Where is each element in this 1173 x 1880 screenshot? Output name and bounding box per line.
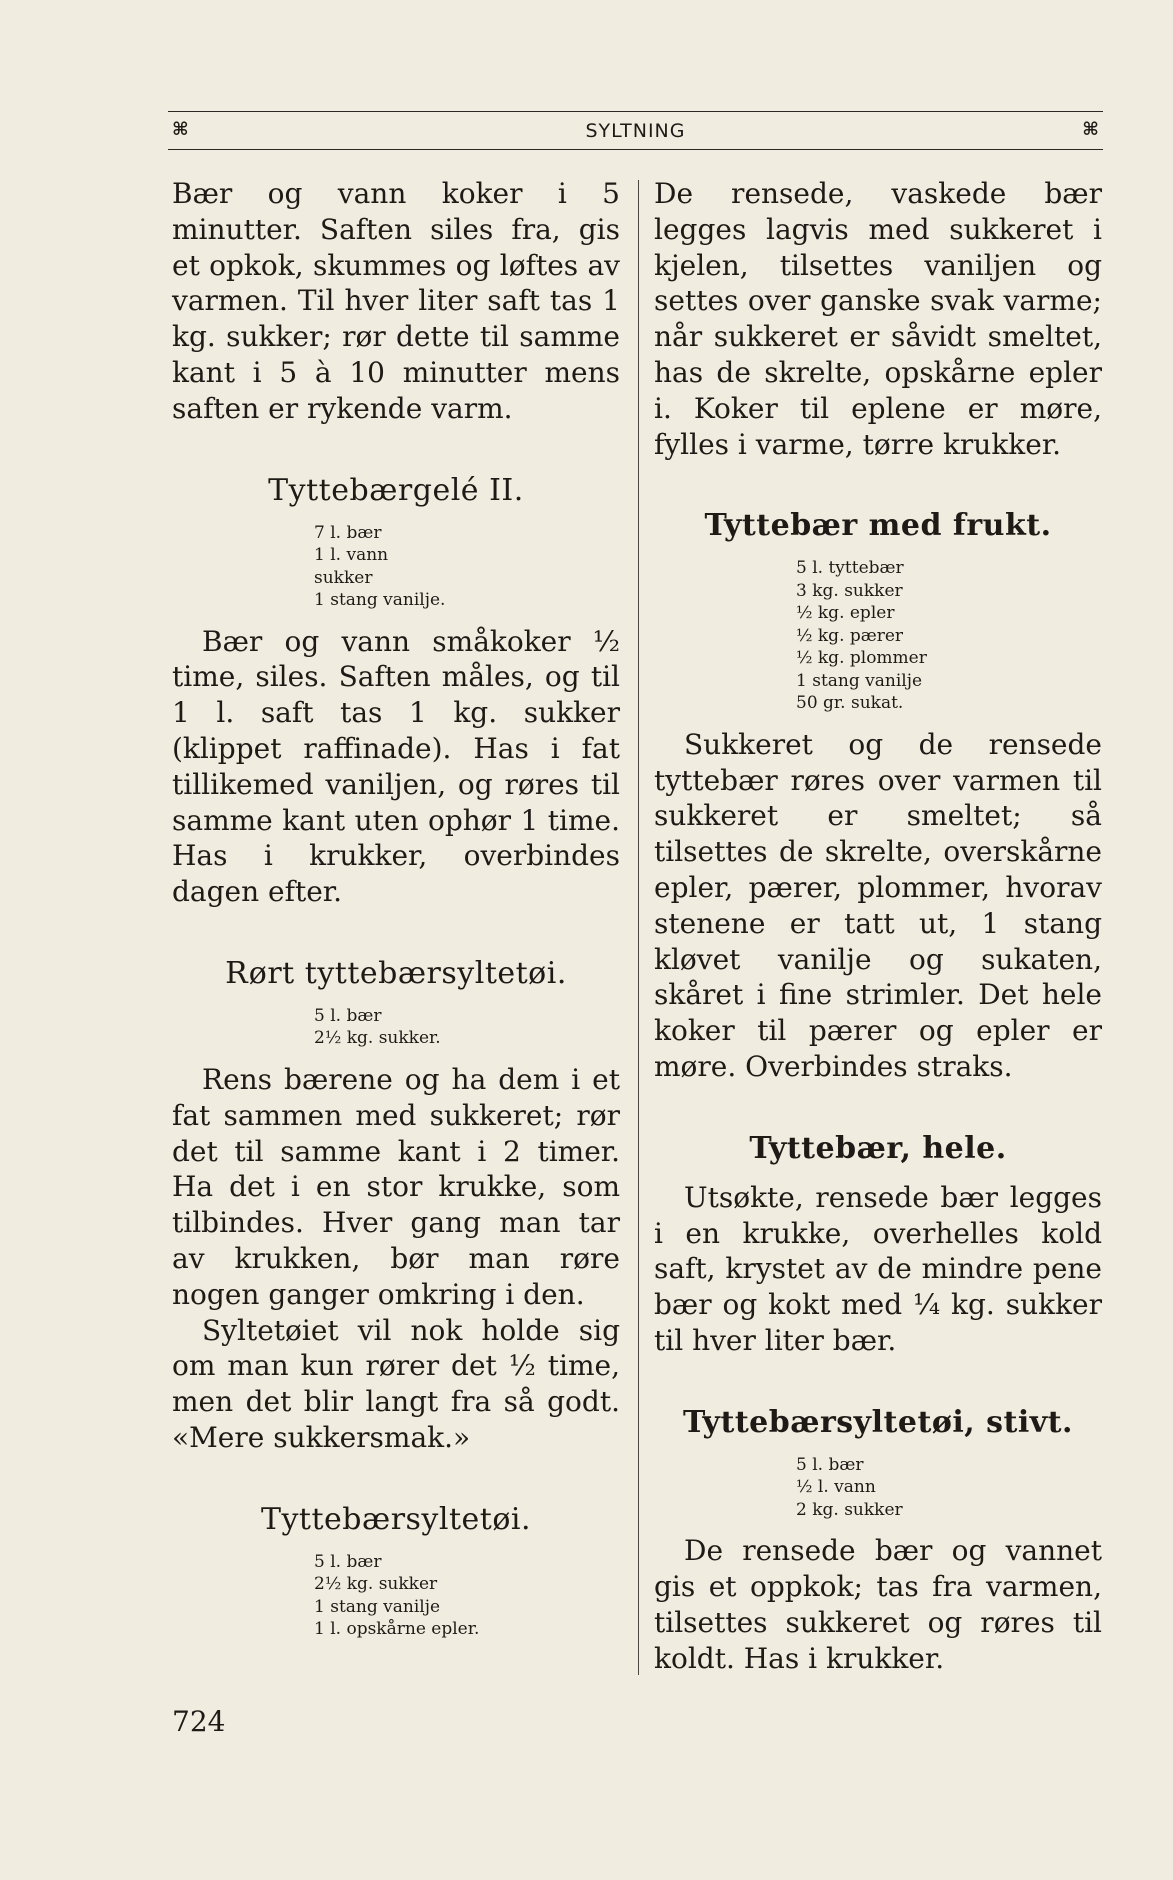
paragraph: De rensede, vaskede bær legges lagvis med sukkeret i kjelen, tilsettes vaniljen og settes over ganske svak varme; når sukkeret er såvidt smeltet, has de skrelte, opskårne epler i. Koker til eplene er møre, fylles i varme, tørre krukker. [654, 177, 1102, 461]
recipe-title: Rørt tyttebærsyltetøi. [225, 955, 567, 991]
ingredient: ½ kg. pærer [796, 625, 904, 646]
ingredient: ½ kg. plommer [796, 648, 927, 669]
ingredient: 1 l. opskårne epler. [314, 1619, 480, 1640]
ingredient: 1 stang vanilje. [314, 590, 446, 611]
left-column [172, 176, 620, 1653]
recipe-title: Tyttebær, hele. [749, 1130, 1007, 1166]
running-header [168, 111, 1103, 151]
ingredient: 5 l. bær [314, 1551, 382, 1572]
paragraph: Bær og vann småkoker ½ time, siles. Saften måles, og til 1 l. saft tas 1 kg. sukker (klippet raffinade). Has i fat tillikemed vaniljen, og røres til samme kant uten ophør 1 time. Has i krukker, overbindes dagen efter. [172, 624, 620, 909]
ingredient-list [172, 522, 620, 612]
ingredient-list [654, 557, 1102, 715]
ingredient: 50 gr. sukat. [796, 693, 904, 714]
recipe-title: Tyttebærsyltetøi, stivt. [683, 1404, 1073, 1440]
ingredient: 1 stang vanilje [796, 670, 923, 691]
header-rule-top [168, 111, 1103, 112]
page-number: 724 [172, 1705, 226, 1738]
ingredient: 5 l. tyttebær [796, 558, 904, 579]
ornament-left-icon: ⌘ [172, 119, 189, 140]
ingredient-list [654, 1454, 1102, 1522]
ornament-right-icon: ⌘ [1082, 119, 1099, 140]
paragraph: Utsøkte, rensede bær legges i en krukke, overhelles kold saft, krystet av de mindre pene bær og kokt med ¼ kg. sukker til hver liter bær. [654, 1180, 1102, 1358]
ingredient: 1 stang vanilje [314, 1596, 441, 1617]
ingredient: ½ kg. epler [796, 603, 895, 624]
paragraph: Bær og vann koker i 5 minutter. Saften siles fra, gis et opkok, skummes og løftes av varmen. Til hver liter saft tas 1 kg. sukker; rør dette til samme kant i 5 à 10 minutter mens saften er rykende varm. [172, 177, 620, 425]
ingredient: 2½ kg. sukker [314, 1574, 438, 1595]
ingredient: 5 l. bær [796, 1454, 864, 1475]
paragraph: Rens bærene og ha dem i et fat sammen med sukkeret; rør det til samme kant i 2 timer. Ha det i en stor krukke, som tilbindes. Hver gang man tar av krukken, bør man røre nogen ganger omkring i den. [172, 1062, 620, 1311]
paragraph: Syltetøiet vil nok holde sig om man kun rører det ½ time, men det blir langt fra så godt. «Mere sukkersmak.» [172, 1313, 620, 1454]
ingredient: ½ l. vann [796, 1477, 876, 1498]
ingredient: 3 kg. sukker [796, 580, 903, 601]
header-rule-bottom [168, 149, 1103, 150]
right-column [654, 176, 1102, 1677]
recipe-title: Tyttebær med frukt. [704, 508, 1052, 544]
paragraph: Sukkeret og de rensede tyttebær røres over varmen til sukkeret er smeltet; så tilsettes de skrelte, overskårne epler, pærer, plommer, hvorav stenene er tatt ut, 1 stang kløvet vanilje og sukaten, skåret i fine strimler. Det hele koker til pærer og epler er møre. Overbindes straks. [654, 727, 1102, 1084]
ingredient-list [172, 1005, 620, 1050]
running-title: SYLTNING [585, 120, 686, 142]
ingredient: 2 kg. sukker [796, 1499, 903, 1520]
column-divider [638, 180, 639, 1675]
ingredient: 1 l. vann [314, 545, 389, 566]
paragraph: De rensede bær og vannet gis et oppkok; tas fra varmen, tilsettes sukkeret og røres til koldt. Has i krukker. [654, 1534, 1102, 1675]
ingredient-list [172, 1551, 620, 1641]
recipe-title: Tyttebærsyltetøi. [260, 1501, 532, 1537]
ingredient: sukker [314, 567, 373, 588]
ingredient: 5 l. bær [314, 1005, 382, 1026]
ingredient: 7 l. bær [314, 522, 382, 543]
ingredient: 2½ kg. sukker. [314, 1028, 441, 1049]
recipe-title: Tyttebærgelé II. [268, 472, 524, 508]
